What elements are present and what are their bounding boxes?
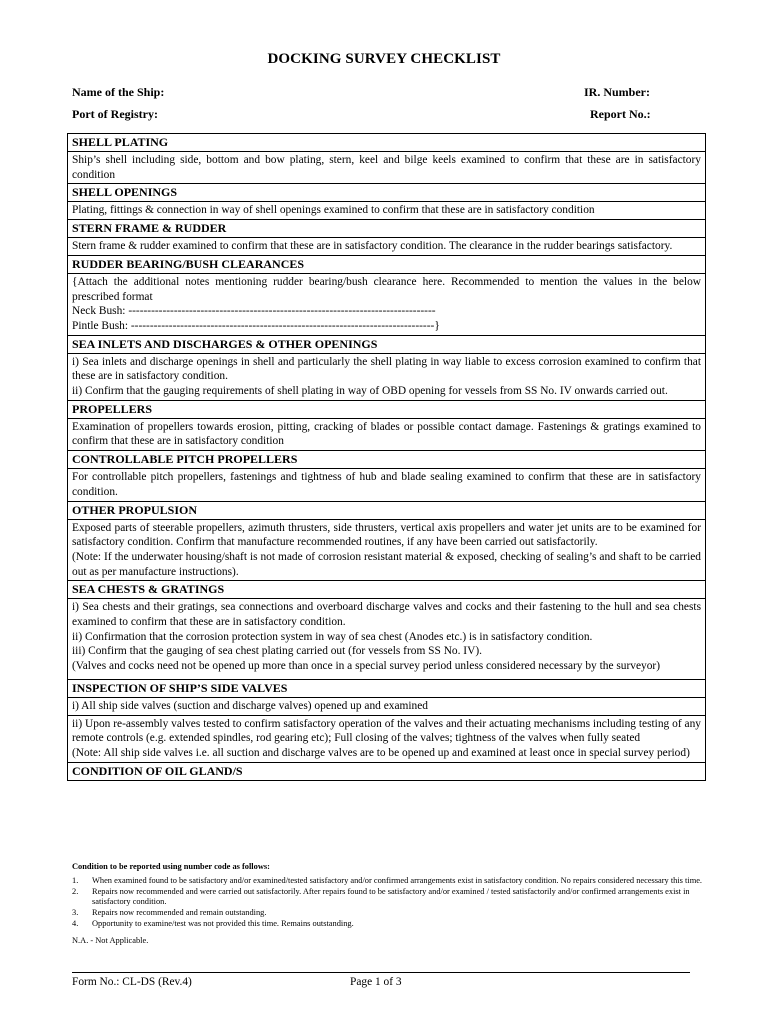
code-text: Repairs now recommended and remain outstanding. (92, 908, 267, 918)
section-body-shell-openings (68, 202, 705, 220)
side-valves-row-2 (68, 716, 705, 763)
checklist-table (67, 133, 706, 781)
sea-chests-item-2: ii) Confirmation that the corrosion protection system in way of sea chest (Anodes etc.) is in satisfactory condition. (72, 630, 593, 643)
section-body-propellers (68, 419, 705, 451)
side-valves-item-1: i) All ship side valves (suction and discharge valves) opened up and examined (72, 699, 428, 712)
form-number: Form No.: CL-DS (Rev.4) (72, 976, 192, 988)
sea-chests-note: (Valves and cocks need not be opened up more than once in a special survey period unless considered necessary by the surveyor) (72, 660, 661, 673)
section-heading-other-propulsion: OTHER PROPULSION (68, 502, 705, 520)
code-number: 3. (72, 908, 79, 918)
section-heading-rudder-bearing: RUDDER BEARING/BUSH CLEARANCES (68, 256, 705, 274)
condition-codes-notes (72, 862, 702, 947)
page-number: Page 1 of 3 (350, 976, 402, 988)
code-number: 4. (72, 918, 79, 928)
section-body-stern-frame (68, 238, 705, 256)
other-propulsion-note: (Note: If the underwater housing/shaft is not made of corrosion resistant material & exposed, checking of sealing’s and shaft to be carried out as per manufacture instructions). (72, 550, 701, 578)
code-text: Opportunity to examine/test was not provided this time. Remains outstanding. (92, 918, 354, 928)
condition-code-item (72, 876, 702, 887)
section-heading-shell-plating: SHELL PLATING (68, 134, 705, 152)
sea-inlets-item-1: i) Sea inlets and discharge openings in shell and particularly the shell plating in way liable to excess corrosion examined to confirm that these are in satisfactory condition. (72, 355, 701, 383)
other-propulsion-text: Exposed parts of steerable propellers, azimuth thrusters, side thrusters, vertical axis propellers and water jet units are to be examined for satisfactory condition. Confirm that manufacture recommended routines, if any have been carried out satisfactorily. (72, 521, 701, 549)
section-heading-stern-frame: STERN FRAME & RUDDER (68, 220, 705, 238)
section-body-sea-chests (68, 599, 705, 680)
page-title: DOCKING SURVEY CHECKLIST (267, 51, 501, 67)
section-heading-side-valves: INSPECTION OF SHIP’S SIDE VALVES (68, 680, 705, 698)
pintle-bush-line: Pintle Bush: --------------------------------------------------------------------------------} (72, 319, 440, 332)
neck-bush-line: Neck Bush: --------------------------------------------------------------------------------- (72, 305, 436, 318)
condition-code-item (72, 887, 702, 909)
ship-name-label: Name of the Ship: (72, 85, 165, 99)
side-valves-note: (Note: All ship side valves i.e. all suction and discharge valves are to be opened up and examined at least once in special survey period) (72, 746, 690, 759)
not-applicable-note: N.A. - Not Applicable. (72, 935, 149, 945)
code-number: 1. (72, 875, 79, 885)
propellers-text: Examination of propellers towards erosion, pitting, cracking of blades or possible contact damage. Fastenings & gratings examined to confirm that these are in satisfactory condition (72, 420, 701, 448)
rudder-bearing-intro: {Attach the additional notes mentioning rudder bearing/bush clearance here. Recommended to mention the values in the below prescribed format (72, 275, 701, 303)
section-heading-cpp: CONTROLLABLE PITCH PROPELLERS (68, 451, 705, 469)
stern-frame-text: Stern frame & rudder examined to confirm that these are in satisfactory condition. The clearance in the rudder bearings satisfactory. (72, 240, 673, 253)
condition-code-item (72, 908, 702, 919)
section-body-other-propulsion (68, 520, 705, 582)
section-body-shell-plating (68, 152, 705, 184)
code-number: 2. (72, 886, 79, 896)
notes-heading: Condition to be reported using number code as follows: (72, 862, 270, 871)
side-valves-item-2: ii) Upon re-assembly valves tested to confirm satisfactory operation of the valves and their actuating mechanisms including testing of any remote controls (e.g. extended spindles, rod gearing etc); Full closing of the valves; tightness of the valves when fully seated (72, 717, 701, 745)
section-heading-sea-chests: SEA CHESTS & GRATINGS (68, 581, 705, 599)
side-valves-row-1 (68, 698, 705, 716)
section-heading-oil-gland: CONDITION OF OIL GLAND/S (72, 763, 243, 778)
footer-divider (72, 972, 690, 973)
section-body-sea-inlets (68, 354, 705, 401)
section-heading-propellers: PROPELLERS (68, 401, 705, 419)
code-text: Repairs now recommended and were carried out satisfactorily. After repairs found to be satisfactory and/or examined / tested satisfactorily and/or confirmed arrangements exist in satisfactory condition. (92, 886, 690, 907)
condition-code-item (72, 919, 702, 930)
sea-chests-item-1: i) Sea chests and their gratings, sea connections and overboard discharge valves and cocks and their fastening to the hull and sea chests examined to confirm that these are in satisfactory condition. (72, 601, 701, 629)
sea-inlets-item-2: ii) Confirm that the gauging requirements of shell plating in way of OBD opening for vessels from SS No. IV onwards carried out. (72, 385, 668, 398)
code-text: When examined found to be satisfactory and/or examined/tested satisfactory and/or confirmed arrangements exist in satisfactory condition. No repairs considered necessary this time. (92, 875, 703, 885)
port-of-registry-label: Port of Registry: (72, 107, 158, 121)
section-heading-sea-inlets: SEA INLETS AND DISCHARGES & OTHER OPENINGS (68, 336, 705, 354)
ir-number-label: IR. Number: (584, 85, 650, 99)
shell-openings-text: Plating, fittings & connection in way of shell openings examined to confirm that these are in satisfactory condition (72, 204, 595, 217)
section-body-cpp (68, 469, 705, 501)
section-heading-shell-openings: SHELL OPENINGS (68, 184, 705, 202)
condition-code-list (72, 876, 702, 930)
cpp-text: For controllable pitch propellers, fastenings and tightness of hub and blade sealing examined to confirm that these are in satisfactory condition. (72, 471, 701, 498)
sea-chests-item-3: iii) Confirm that the gauging of sea chest plating carried out (for vessels from SS No. IV). (72, 645, 482, 658)
shell-plating-text: Ship’s shell including side, bottom and bow plating, stern, keel and bilge keels examined to confirm that these are in satisfactory condition (72, 154, 701, 181)
section-body-rudder-bearing (68, 274, 705, 336)
report-number-label: Report No.: (590, 107, 651, 121)
